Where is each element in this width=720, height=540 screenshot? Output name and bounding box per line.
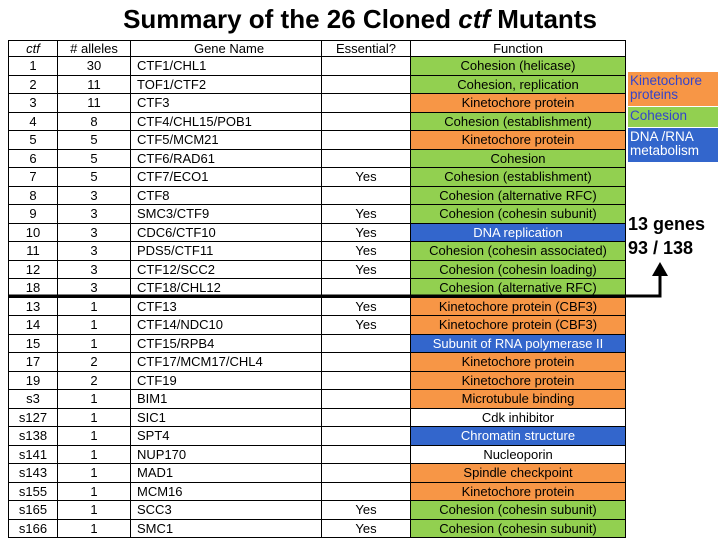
header-function: Function xyxy=(411,41,626,57)
cell-alleles: 1 xyxy=(58,316,131,335)
cell-gene: CTF13 xyxy=(131,297,322,316)
cell-gene: CTF1/CHL1 xyxy=(131,57,322,76)
cell-ctf: 1 xyxy=(9,57,58,76)
cell-alleles: 8 xyxy=(58,112,131,131)
cell-function: Cohesion (alternative RFC) xyxy=(411,279,626,298)
stats-genes: 13 genes xyxy=(628,214,706,234)
cell-alleles: 1 xyxy=(58,519,131,538)
cell-function: Kinetochore protein xyxy=(411,482,626,501)
cell-function: Kinetochore protein xyxy=(411,131,626,150)
cell-function: Cohesion (cohesin subunit) xyxy=(411,501,626,520)
cell-function: Kinetochore protein (CBF3) xyxy=(411,316,626,335)
cell-gene: CTF6/RAD61 xyxy=(131,149,322,168)
cell-gene: CTF3 xyxy=(131,94,322,113)
cell-gene: MCM16 xyxy=(131,482,322,501)
cell-function: Cohesion, replication xyxy=(411,75,626,94)
cell-function: Nucleoporin xyxy=(411,445,626,464)
cell-function: Cohesion (helicase) xyxy=(411,57,626,76)
stats-ratio: 93 / 138 xyxy=(628,238,694,258)
cell-ctf: 15 xyxy=(9,334,58,353)
cell-ctf: 13 xyxy=(9,297,58,316)
cell-function: Cohesion (establishment) xyxy=(411,112,626,131)
cell-gene: CTF7/ECO1 xyxy=(131,168,322,187)
cell-alleles: 1 xyxy=(58,334,131,353)
cell-ctf: 18 xyxy=(9,279,58,298)
cell-alleles: 5 xyxy=(58,131,131,150)
cell-alleles: 3 xyxy=(58,260,131,279)
cell-ctf: s155 xyxy=(9,482,58,501)
legend-kinetochore: Kinetochore proteins xyxy=(628,72,718,106)
cell-ctf: 11 xyxy=(9,242,58,261)
cell-ctf: 5 xyxy=(9,131,58,150)
cell-ctf: 6 xyxy=(9,149,58,168)
cell-alleles: 3 xyxy=(58,205,131,224)
cell-gene: MAD1 xyxy=(131,464,322,483)
cell-alleles: 3 xyxy=(58,242,131,261)
cell-essential: Yes xyxy=(322,297,411,316)
cell-gene: BIM1 xyxy=(131,390,322,409)
cell-alleles: 3 xyxy=(58,223,131,242)
cell-gene: CTF5/MCM21 xyxy=(131,131,322,150)
header-gene: Gene Name xyxy=(131,41,322,57)
cell-function: Cohesion (alternative RFC) xyxy=(411,186,626,205)
cell-ctf: 14 xyxy=(9,316,58,335)
arrow-head xyxy=(652,262,668,276)
cell-ctf: 10 xyxy=(9,223,58,242)
cell-alleles: 11 xyxy=(58,75,131,94)
cell-function: Kinetochore protein (CBF3) xyxy=(411,297,626,316)
cell-essential: Yes xyxy=(322,205,411,224)
cell-ctf: 7 xyxy=(9,168,58,187)
cell-essential: Yes xyxy=(322,260,411,279)
cell-ctf: s143 xyxy=(9,464,58,483)
cell-gene: CTF12/SCC2 xyxy=(131,260,322,279)
cell-ctf: 8 xyxy=(9,186,58,205)
cell-gene: SMC1 xyxy=(131,519,322,538)
cell-alleles: 30 xyxy=(58,57,131,76)
cell-function: Cdk inhibitor xyxy=(411,408,626,427)
cell-alleles: 1 xyxy=(58,408,131,427)
cell-alleles: 1 xyxy=(58,445,131,464)
cell-ctf: 19 xyxy=(9,371,58,390)
cell-essential: Yes xyxy=(322,519,411,538)
cell-gene: SMC3/CTF9 xyxy=(131,205,322,224)
cell-gene: CTF14/NDC10 xyxy=(131,316,322,335)
cell-ctf: 4 xyxy=(9,112,58,131)
cell-gene: TOF1/CTF2 xyxy=(131,75,322,94)
cell-alleles: 1 xyxy=(58,464,131,483)
cell-gene: CTF17/MCM17/CHL4 xyxy=(131,353,322,372)
cell-alleles: 3 xyxy=(58,186,131,205)
cell-essential: Yes xyxy=(322,242,411,261)
cell-ctf: s127 xyxy=(9,408,58,427)
cell-alleles: 3 xyxy=(58,279,131,298)
cell-alleles: 1 xyxy=(58,482,131,501)
cell-function: Kinetochore protein xyxy=(411,94,626,113)
cell-essential: Yes xyxy=(322,223,411,242)
cell-alleles: 1 xyxy=(58,501,131,520)
cell-function: Chromatin structure xyxy=(411,427,626,446)
header-alleles: # alleles xyxy=(58,41,131,57)
cell-alleles: 1 xyxy=(58,390,131,409)
cell-function: Kinetochore protein xyxy=(411,353,626,372)
cell-function: Cohesion (cohesin subunit) xyxy=(411,205,626,224)
cell-function: Spindle checkpoint xyxy=(411,464,626,483)
cell-ctf: 12 xyxy=(9,260,58,279)
header-ctf: ctf xyxy=(9,41,58,57)
cell-gene: SPT4 xyxy=(131,427,322,446)
legend-dna-rna: DNA /RNA metabolism xyxy=(628,128,718,162)
cell-essential: Yes xyxy=(322,501,411,520)
cell-ctf: 9 xyxy=(9,205,58,224)
cell-gene: SCC3 xyxy=(131,501,322,520)
cell-alleles: 11 xyxy=(58,94,131,113)
cell-function: DNA replication xyxy=(411,223,626,242)
cell-ctf: s165 xyxy=(9,501,58,520)
cell-alleles: 2 xyxy=(58,353,131,372)
cell-ctf: s166 xyxy=(9,519,58,538)
cell-gene: CDC6/CTF10 xyxy=(131,223,322,242)
cell-ctf: s141 xyxy=(9,445,58,464)
cell-function: Cohesion (cohesin associated) xyxy=(411,242,626,261)
legend-cohesion: Cohesion xyxy=(628,107,718,127)
cell-alleles: 1 xyxy=(58,297,131,316)
cell-gene: SIC1 xyxy=(131,408,322,427)
cell-function: Kinetochore protein xyxy=(411,371,626,390)
cell-alleles: 2 xyxy=(58,371,131,390)
cell-gene: CTF19 xyxy=(131,371,322,390)
cell-gene: PDS5/CTF11 xyxy=(131,242,322,261)
cell-ctf: 3 xyxy=(9,94,58,113)
cell-gene: NUP170 xyxy=(131,445,322,464)
cell-gene: CTF8 xyxy=(131,186,322,205)
cell-alleles: 5 xyxy=(58,168,131,187)
cell-function: Microtubule binding xyxy=(411,390,626,409)
cell-ctf: 2 xyxy=(9,75,58,94)
slide-title: Summary of the 26 Cloned ctf Mutants xyxy=(123,4,597,34)
cell-alleles: 1 xyxy=(58,427,131,446)
cell-function: Cohesion (cohesin subunit) xyxy=(411,519,626,538)
cell-gene: CTF4/CHL15/POB1 xyxy=(131,112,322,131)
cell-function: Cohesion xyxy=(411,149,626,168)
cell-alleles: 5 xyxy=(58,149,131,168)
cell-function: Subunit of RNA polymerase II xyxy=(411,334,626,353)
cell-ctf: s138 xyxy=(9,427,58,446)
cell-gene: CTF18/CHL12 xyxy=(131,279,322,298)
cell-gene: CTF15/RPB4 xyxy=(131,334,322,353)
cell-essential: Yes xyxy=(322,168,411,187)
bracket-line xyxy=(8,268,660,296)
header-essential: Essential? xyxy=(322,41,411,57)
cell-ctf: 17 xyxy=(9,353,58,372)
cell-function: Cohesion (cohesin loading) xyxy=(411,260,626,279)
cell-essential: Yes xyxy=(322,316,411,335)
cell-ctf: s3 xyxy=(9,390,58,409)
cell-function: Cohesion (establishment) xyxy=(411,168,626,187)
